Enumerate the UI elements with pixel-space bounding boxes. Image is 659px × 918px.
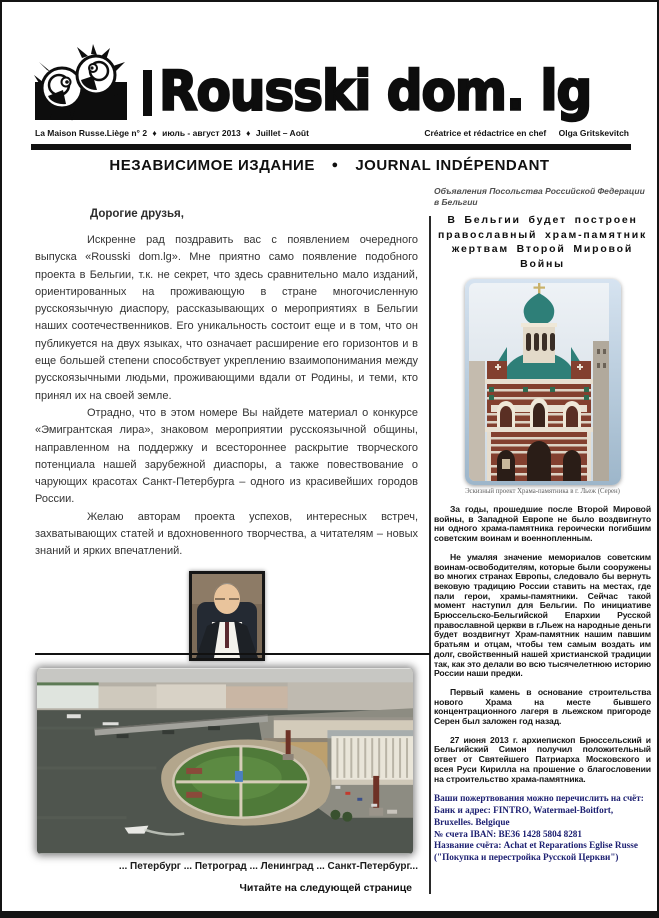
city-feature — [35, 668, 418, 894]
embassy-kicker: Объявления Посольства Российской Федерации в Бельгии — [434, 186, 645, 207]
donation-line: Банк и адрес: FINTRO, Watermael-Boitfort, Bruxelles. Belgique — [434, 805, 614, 827]
editor-label: Créatrice et rédactrice en chef — [424, 128, 547, 138]
donation-line: Название счёта: Achat et Reparations Eglise Russe — [434, 840, 638, 851]
section-rule — [35, 653, 430, 655]
issue-date-ru: июль - август 2013 — [162, 128, 241, 138]
editor-name: Olga Gritskevitch — [558, 128, 629, 138]
editor-credit — [424, 128, 629, 138]
masthead-rule — [31, 144, 631, 150]
st-petersburg-aerial-photo — [37, 668, 413, 854]
embassy-paragraph: 27 июня 2013 г. архиепископ Брюссельский и Бельгийский Симон получил положительный ответ от Святейшего Патриарха Московского и всея Руси Кирилла на прошение о благословении на строительство храма-памятника. — [434, 734, 651, 784]
separator-bullet-icon: ● — [331, 159, 339, 171]
page-title — [143, 60, 591, 123]
separator-diamond-icon: ♦ — [246, 128, 251, 138]
issue-number: La Maison Russe.Liège n° 2 — [35, 128, 148, 138]
read-more-note: Читайте на следующей странице — [239, 882, 412, 894]
separator-diamond-icon: ♦ — [152, 128, 157, 138]
logo-doodle-icon — [33, 44, 129, 124]
issue-row — [35, 128, 629, 138]
page-title-text: Rousski dom. lg — [159, 60, 592, 123]
ambassador-letter — [35, 208, 418, 720]
tagline-fr: JOURNAL INDÉPENDANT — [355, 157, 550, 174]
embassy-paragraph: За годы, прошедшие после Второй Мировой войны, в Западной Европе не было воздвигнуто ни одного храма-памятника героически погибшим советским воинам и военнопленным. — [434, 504, 651, 544]
church-render-image — [465, 279, 621, 485]
embassy-paragraph: Первый камень в основание строительства нового Храма на месте бывшего концентрационного лагеря в льежском пригороде Серен был заложен год назад. — [434, 686, 651, 727]
embassy-headline: В Бельгии будет построен православный храм-памятник жертвам Второй Мировой Войны — [437, 214, 648, 270]
letter-paragraph: Отрадно, что в этом номере Вы найдете материал о конкурсе «Эмигрантская лира», знаковом мероприятии русскоязычной общины, направленном на поддержку и всестороннее раскрытие творческого потенциала нашей зарубежной диаспоры, а также повествование о чарующих красотах Санкт-Петербурга – одного из красивейших городов России. — [35, 406, 418, 506]
embassy-paragraph: Не умаляя значение мемориалов советским воинам-освободителям, которые были сооружены во многих странах Европы, следовало бы вернуть вековую традицию России ставить на местах, где пали герои, храмы-памятники. Сейчас такой момент наступил для Бельгии. По инициативе Брюссельско-Бельгийской Епархии Русской православной церкви в г.Льеж на народные деньги будет воздвигнут Храм-памятник нашим павшим братьям и отцам, чтобы тем самым воздать им долг, свойственный нашей христианской традиции так, как это делали во всю тысячелетнюю историю России наши предки. — [434, 551, 651, 679]
tagline-ru: НЕЗАВИСИМОЕ ИЗДАНИЕ — [109, 157, 315, 174]
donation-line: ("Покупка и перестройка Русской Церкви") — [434, 852, 619, 863]
column-divider — [429, 216, 431, 894]
letter-paragraph: Желаю авторам проекта успехов, интересных встреч, захватывающих статей и вдохновенного творчества, а читателям – новых знаний и ярких впечатлений. — [35, 510, 418, 558]
letter-salutation: Дорогие друзья, — [90, 208, 184, 220]
donation-details — [434, 793, 651, 864]
tagline — [2, 157, 657, 174]
issue-date-fr: Juillet – Août — [255, 128, 309, 138]
issue-info — [35, 128, 312, 138]
donation-line: № счета IBAN: BE36 1428 5804 8281 — [434, 828, 582, 839]
photo-caption: ... Петербург ... Петроград ... Ленинград ... Санкт-Петербург... — [118, 861, 418, 872]
donation-line: Ваши пожертвования можно перечислить на счёт: — [434, 793, 644, 804]
church-caption: Эскизный проект Храма-памятника в г. Льеж (Серен) — [465, 488, 620, 495]
letter-paragraph: Искренне рад поздравить вас с появлением очередного выпуска «Rousski dom.lg». Мне приятно само появление подобного проекта в Бельгии, т.к. не секрет, что здесь сравнительно мало изданий, ориентированных на проживающую в стране многочисленную русскоязычную диаспору, рассказывающих о мероприятиях в Бельгии наших соотечественников. Его уникальность состоит еще и в том, что он публикуется на двух языках, что означает расширение его горизонтов и в еще большей степени способствует укреплению взаимопонимания между русскоязычными людьми, проживающими вдали от Родины, и теми, кто принял их на своей земле. — [35, 234, 418, 402]
ambassador-photo — [189, 571, 265, 661]
embassy-announcement — [434, 186, 651, 864]
